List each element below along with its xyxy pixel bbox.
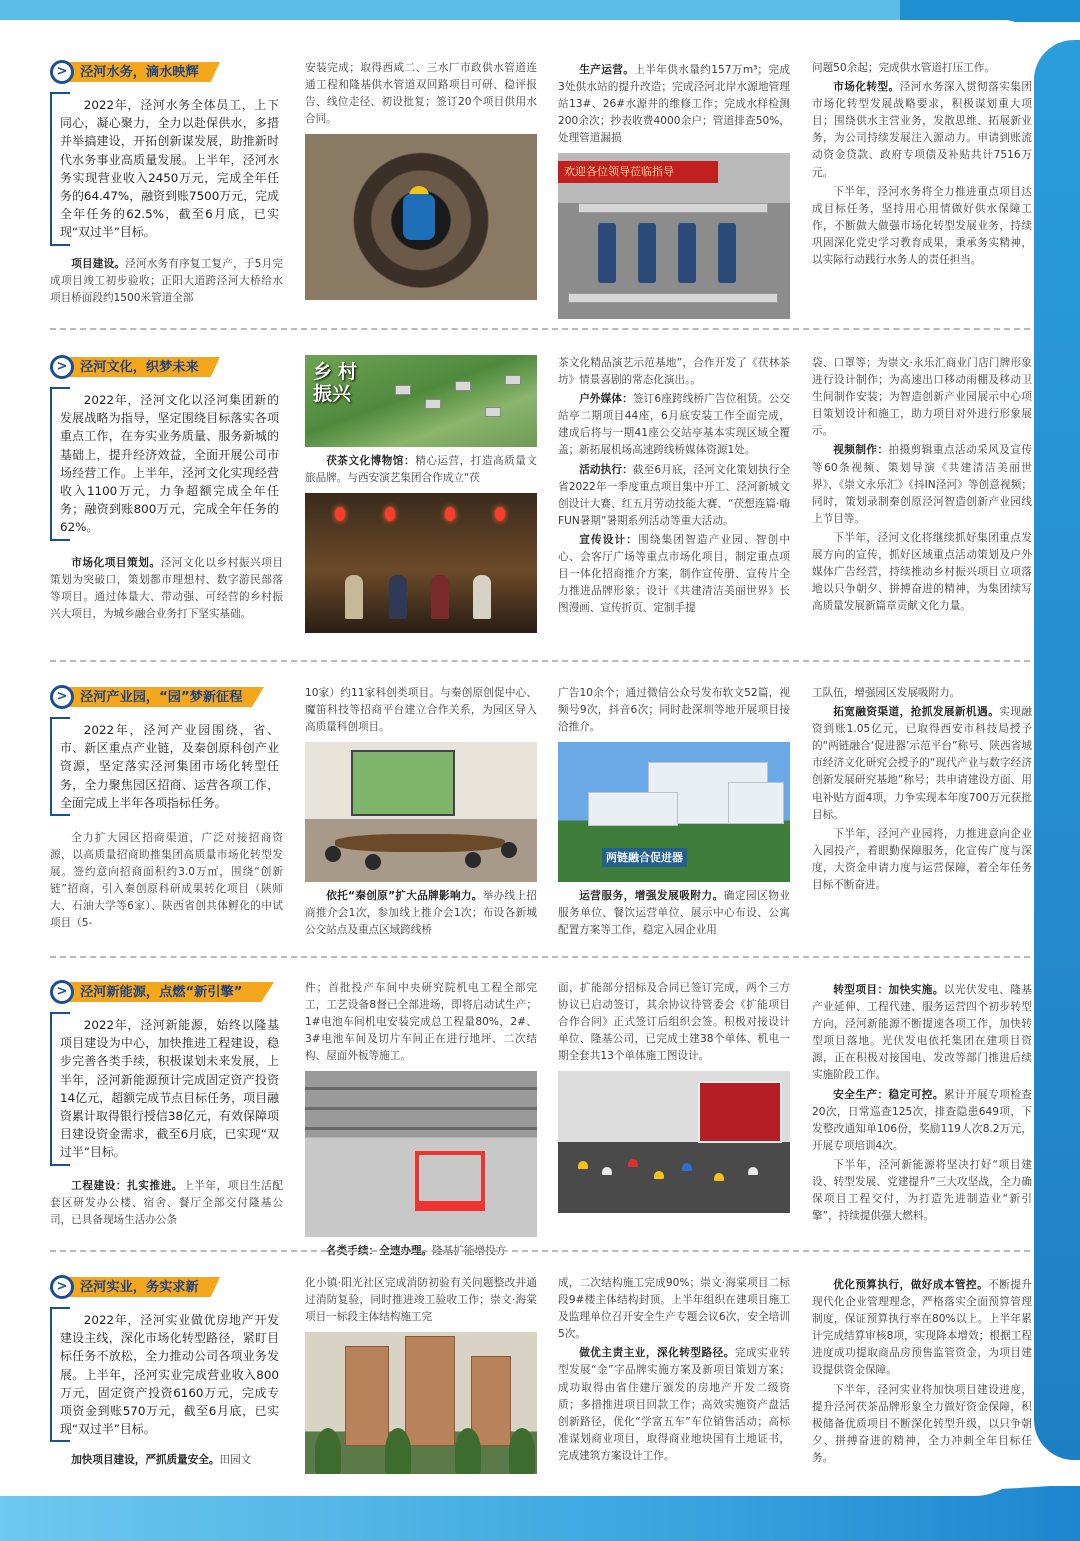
promoter-sign: 两链融合促进器	[602, 848, 687, 867]
intro-text: 2022年，泾河实业做优房地产开发建设主线，深化市场化转型路径，紧盯目标任务不放松，全力推动公司各项业务发展。上半年，泾河实业完成营业收入800万元，固定资产投资6160万元，完成专项资金到账570万元，截至6月底，已实现“双过半”目标。	[60, 1313, 279, 1437]
paragraph	[305, 1243, 537, 1260]
hardhat-shape	[748, 1167, 758, 1175]
lantern-shape	[445, 507, 455, 521]
section-park-col4	[812, 685, 1032, 894]
paragraph	[50, 555, 283, 623]
paragraph-text: 泾河水务有序复工复产，于5月完成项目竣工初步验收；正阳大道跨泾河大桥给水项目桥面段约1500米管道全部	[50, 257, 283, 304]
roof-shape	[395, 385, 411, 395]
paragraph-text: 精心运营，打造高质量文旅品牌。与西安演艺集团合作成立“茯	[305, 455, 538, 485]
pipe-shape	[568, 293, 778, 303]
section-energy-col4	[812, 980, 1032, 1225]
section-industry-col2	[305, 1275, 537, 1480]
roof-shape	[505, 375, 521, 385]
paragraph-text: 上半年供水量约157万m³；完成3处供水站的提升改造；完成泾河北岸水源地管理站13#、26#水源井的维修工作；完成水样检测200余次；抄表收费4000余户；管道排查50%，处理管道漏损	[558, 64, 790, 145]
intro-text: 2022年，泾河文化以泾河集团新的发展战略为指导，坚定围绕目标落实各项重点工作，在夯实业务质量、服务新城的基础上，提升经济效益，全面开展公司市场经营工作。上半年，泾河文化实现经营收入1100万元，力争超额完成全年任务；融资到账800万元，完成全年任务的62%。	[60, 393, 279, 535]
section-energy-title-bar	[50, 980, 283, 1004]
paragraph	[812, 442, 1032, 527]
attendee-shape	[465, 852, 481, 868]
section-divider	[50, 1250, 1030, 1252]
paragraph-text: 泾河水务深入贯彻落实集团市场化转型发展战略要求，积极谋划重大项目；围绕供水主营业务，发散思维、拓展新业务，为公司持续发展注入源动力。申请到账流动资金贷款、政府专项债及补贴共计7516万元。	[812, 81, 1033, 179]
paragraph-lead: 项目建设。	[71, 257, 126, 270]
paragraph	[50, 256, 283, 307]
paragraph-text: 确定园区物业服务单位、餐饮运营单位、展示中心布设、公寓配置方案等工作，稳定入园企业用	[558, 890, 791, 937]
attendee-shape	[325, 846, 341, 862]
photo-stage-performance	[305, 493, 537, 633]
paragraph-text: 下半年，泾河水务将全力推进重点项目达成目标任务，坚持用心用情做好供水保障工作，不断做大做强市场化转型发展业务，持续巩固深化党史学习教育成果，秉承务实精神，以实际行动践行水务人的责任担当。	[812, 185, 1032, 267]
paragraph-text: 下半年，泾河产业园将，力推进意向企业入园投产，着眼勤保障服务，化宣传广度与深度，大资金申请力度与运营保障，着全年任务目标不断奋进。	[812, 827, 1032, 892]
section-culture-col3	[558, 355, 790, 617]
photo-village-aerial	[305, 355, 537, 447]
section-culture-title-bar	[50, 355, 283, 379]
paragraph	[305, 453, 537, 487]
lantern-shape	[495, 507, 505, 521]
hardhat-shape	[714, 1173, 724, 1181]
section-industry-title-bar	[50, 1275, 283, 1299]
section-park-title-bar	[50, 685, 283, 709]
paragraph-lead: 生产运营。	[579, 64, 635, 76]
paragraph-text: 工队伍，增强园区发展吸附力。	[812, 687, 961, 699]
tank-shape	[638, 223, 656, 283]
paragraph-text: 下半年，泾河实业将加快项目建设进度，提升泾河茯茶品牌形象全力做好资金保障，积极储备优质项目不断深化转型升级，以只争朝夕、拼搏奋进的精神，全力冲刺全年目标任务。	[812, 1383, 1032, 1464]
section-divider	[50, 660, 1030, 662]
tank-shape	[678, 223, 696, 283]
roof-beam	[305, 1087, 537, 1090]
section-divider	[50, 956, 1030, 958]
paragraph	[305, 888, 537, 939]
photo-pump-room	[558, 153, 790, 319]
paragraph-text: 全力扩大园区招商渠道，广泛对接招商资源，以高质量招商助推集团高质量市场化转型发展。签约意向招商面积约3.0万㎡，围绕“创新链”招商，引入秦创原科研成果转化项目（陕师大、石油大学等6家）、陕西省创共体孵化的中试项目（5-	[50, 832, 283, 930]
section-water-col1	[50, 60, 283, 307]
section-title: 泾河实业，务实求新	[80, 1280, 199, 1295]
section-title: 泾河新能源，点燃“新引擎”	[80, 985, 243, 1000]
chevron-circle-icon: >	[50, 980, 74, 1004]
paragraph-lead: 户外媒体：	[579, 393, 633, 406]
paragraph-lead: 茯茶文化博物馆：	[326, 455, 416, 467]
paragraph	[812, 1087, 1032, 1155]
section-park-col3	[558, 685, 790, 940]
meeting-table	[335, 834, 505, 852]
section-energy-col3	[558, 980, 790, 1219]
hardhat-shape	[682, 1163, 692, 1171]
photo-well-worker	[305, 134, 537, 300]
performer-shape	[345, 575, 363, 619]
welcome-banner: 欢迎各位领导莅临指导	[558, 161, 718, 183]
paragraph	[558, 62, 790, 147]
tower-shape	[405, 1336, 455, 1446]
roof-shape	[455, 381, 471, 391]
section-intro	[50, 92, 283, 246]
paragraph-text: 田园文	[219, 1454, 252, 1467]
paragraph	[558, 532, 790, 617]
paragraph-text: 累计开展专项检查20次，日常巡查125次，排查隐患649项，下发整改通知单106份，奖励119人次8.2万元，开展专项培训4次。	[812, 1088, 1033, 1152]
tree-shape	[385, 1428, 411, 1474]
section-industry-col3	[558, 1275, 790, 1465]
paragraph-text: 广告10余个；通过微信公众号发布软文52篇，视频号9次，抖音6次；同时赴深圳等地开展项目接洽推介。	[558, 687, 790, 734]
pipe-shape	[578, 203, 768, 213]
performer-shape	[389, 575, 407, 619]
paragraph	[812, 704, 1032, 824]
roof-shape	[485, 407, 501, 417]
section-culture	[50, 355, 1035, 645]
chevron-circle-icon: >	[50, 1275, 74, 1299]
paragraph	[812, 79, 1032, 182]
section-title: 泾河水务，滴水映辉	[80, 65, 199, 80]
paragraph-lead: 工程建设：扎实推进。	[71, 1179, 183, 1192]
paragraph	[50, 1178, 283, 1229]
top-color-bar	[0, 0, 1080, 22]
paragraph-lead: 安全生产：稳定可控。	[833, 1088, 944, 1101]
attendee-shape	[365, 854, 381, 870]
intro-bracket	[50, 244, 70, 246]
paragraph-lead: 市场化转型。	[833, 81, 900, 94]
paragraph-text: 不断提升现代化企业管理理念，严格落实全面预算管理制度，保证预算执行率在80%以上。上半年累计完成结算审核8项，实现降本增效；根据工程进度成功提取商品房预售监管资金，为项目建设提供资金保障。	[812, 1279, 1033, 1377]
section-intro	[50, 1307, 283, 1442]
tree-shape	[455, 1428, 481, 1474]
paragraph-text: 围绕集团智造产业园、智创中心、会客厅广场等重点市场化项目，制定重点项目一体化招商推介方案，制作宣传册、宣传片全力推进品牌形象；设计《共建清洁美丽世界》长图漫画、宣传折页、定制手提	[558, 533, 791, 615]
paragraph-text: 以光伏发电、隆基产业延伸、工程代建、服务运营四个初步转型方向，泾河新能源不断提速各项工作，加快转型项目落地。光伏发电依托集团在建项目资源，正在积极对接国电、发改等部门推进后续实施阶段工作。	[812, 984, 1033, 1082]
paragraph-text: 拍摄剪辑重点活动采风及宣传等60条视频、策划导演《共建清洁美丽世界》、《崇文永乐汇》《抖IN泾河》等创意视频；同时，策划录制秦创原泾河智造创新产业园线上节目等。	[812, 444, 1032, 525]
intro-bracket	[50, 814, 70, 816]
paragraph	[558, 1345, 790, 1465]
hardhat-shape	[602, 1167, 612, 1175]
hardhat-shape	[654, 1171, 664, 1179]
section-park-col1	[50, 685, 283, 933]
tank-shape	[718, 223, 736, 283]
paragraph-lead: 活动执行：	[579, 463, 633, 476]
paragraph-text: 隆基扩能增投方	[432, 1245, 507, 1258]
paragraph-text: 问题50余起；完成供水管道打压工作。	[812, 62, 995, 74]
paragraph-text: 上半年，项目生活配套区研发办公楼、宿舍、餐厅全部交付隆基公司，已具备现场生活办公条	[50, 1179, 284, 1226]
presentation-screen	[351, 750, 455, 816]
intro-bracket	[50, 539, 70, 541]
side-decor-band	[1034, 40, 1080, 1460]
hardhat-shape	[578, 1161, 588, 1169]
roof-beam	[305, 1127, 537, 1130]
lantern-shape	[385, 507, 395, 521]
paragraph-text: 茶文化精品演艺示范基地”，合作开发了《茯林茶坊》情景喜剧的常态化演出。。	[558, 357, 790, 387]
tower-shape	[345, 1346, 389, 1446]
paragraph-text: 下半年，泾河文化将继续抓好集团重点发展方向的宣传，抓好区域重点活动策划及户外媒体广告经营，持续推动乡村振兴项目立项落地以只争朝夕、拼搏奋进的精神，为集团续写高质量发展新篇章贡献文化力量。	[812, 531, 1032, 613]
worker-shape	[403, 194, 435, 240]
section-culture-col2	[305, 355, 537, 639]
paragraph-text: 件；首批投产车间中央研究院机电工程全部完工，工艺设备8督已全部进场，即将启动试生产；1#电池车间机电安装完成总工程量80%，2#、3#电池车间及切片车间正在进行地坪、二次结构、屋面外板等施工。	[305, 982, 537, 1063]
paragraph-lead: 做优主责主业，深化转型路径。	[579, 1347, 735, 1360]
section-divider	[50, 328, 1030, 330]
section-water-col4	[812, 60, 1032, 269]
paragraph-text: 安装完成；取得西咸二、三水厂市政供水管道连通工程和隆基供水管道双回路项目可研、稳评报告、线位走径、初设批复；签订20个项目供用水合同。	[305, 62, 537, 126]
paragraph-text: 实现融资到账1.05亿元，已取得西安市科技局授予的“两链融合‘促进器’示范平台”称号、陕西省城市经济文化研究会授予的“现代产业与数字经济创新发展研究基地”称号；共申请建设方面、用电补贴方面4项，力争实现本年度700万元获批目标。	[812, 706, 1033, 821]
attendee-shape	[501, 842, 517, 858]
section-culture-col1	[50, 355, 283, 623]
section-intro	[50, 1012, 283, 1166]
scissor-lift-shape	[415, 1151, 485, 1211]
lantern-shape	[335, 507, 345, 521]
section-water-col3	[558, 60, 790, 325]
paragraph-lead: 加快项目建设，严抓质量安全。	[71, 1454, 220, 1467]
section-water	[50, 60, 1035, 310]
photo-factory-interior	[305, 1071, 537, 1237]
intro-text: 2022年，泾河产业园围绕，省、市、新区重点产业链，及秦创原科创产业资源，坚定落实泾河集团市场化转型任务，全力聚焦园区招商、运营各项工作，全面完成上半年各项指标任务。	[60, 723, 279, 810]
section-industry-col4	[812, 1275, 1032, 1467]
paragraph	[50, 1452, 283, 1469]
intro-bracket	[50, 1164, 70, 1166]
intro-bracket	[50, 1440, 70, 1442]
roof-beam	[305, 1107, 537, 1110]
section-intro	[50, 387, 283, 541]
paragraph-lead: 拓宽融资渠道，抢抓发展新机遇。	[833, 706, 1000, 719]
tree-shape	[315, 1428, 341, 1474]
chevron-circle-icon: >	[50, 685, 74, 709]
section-intro	[50, 717, 283, 816]
section-park-col2	[305, 685, 537, 940]
paragraph-lead: 运营服务，增强发展吸附力。	[579, 890, 724, 903]
performer-shape	[473, 575, 491, 619]
paragraph-text: 签订6座跨线桥广告位租赁。公交站亭二期项目44座，6月底安装工作全面完成，建成后将与一期41座公交站亭基本实现区域全覆盖；新拓展机场高速跨线桥媒体资源1处。	[558, 393, 790, 457]
paragraph-text: 10家）约11家科创类项目。与秦创原创促中心、魔笛科技等招商平台建立合作关系，为园区导入高质量科创项目。	[305, 687, 537, 734]
tank-shape	[598, 223, 616, 283]
paragraph-lead: 视频制作：	[833, 444, 889, 457]
paragraph-text: 成，二次结构施工完成90%；崇文·海棠项目二标段9#楼主体结构封顶。上半年组织在建项目施工及监理单位召开安全生产专题会议6次，安全培训5次。	[558, 1277, 790, 1341]
building-block	[728, 782, 784, 824]
chevron-circle-icon: >	[50, 355, 74, 379]
section-water-title-bar	[50, 60, 283, 84]
section-title: 泾河产业园，“园”梦新征程	[80, 690, 243, 705]
paragraph-text: 化小镇·阳光社区完成消防初验有关问题整改并通过消防复验，同时推进竣工验收工作；崇文·海棠项目一标段主体结构施工完	[305, 1277, 537, 1324]
paragraph-lead: 各类手续：全速办理。	[326, 1245, 433, 1258]
paragraph-text: 面，扩能部分招标及合同已签订完成，两个三方协议已启动签订，其余协议待管委会《扩能项目合作合同》正式签订后组织会签。积极对接设计单位、隆基公司，已完成土建38个单体、机电一期全套共13个单体施工图设计。	[558, 982, 790, 1063]
chevron-circle-icon: >	[50, 60, 74, 84]
paragraph-text: 袋、口罩等；为崇文·永乐汇商业门店门牌形象进行设计制作；为高速出口移动雨棚及移动卫生间制作安装；为智造创新产业园展示中心项目策划设计和施工，助力项目对外进行形象展示。	[812, 357, 1032, 438]
paragraph-lead: 优化预算执行，做好成本管控。	[833, 1279, 989, 1291]
roof-shape	[425, 399, 441, 409]
paragraph-text: 泾河文化以乡村振兴项目策划为突破口，策划都市理想村、数字游民部落等项目。通过体量大、带动强、可经营的乡村振兴大项目，为城乡融合业务打下坚实基础。	[50, 556, 284, 620]
paragraph-lead: 依托“秦创原”扩大品牌影响力。	[326, 890, 483, 903]
paragraph-text: 截至6月底，泾河文化策划执行全省2022年一季度重点项目集中开工、泾河新城文创设计大赛、红五月劳动技能大赛、“茯想连篇·嗨FUN暑期”暑期系列活动等重大活动。	[558, 463, 790, 527]
paragraph-text: 举办线上招商推介会1次，参加线上推介会1次；布设各新城公交站点及重点区域跨线桥	[305, 890, 537, 937]
paragraph	[812, 982, 1032, 1085]
section-energy-col1	[50, 980, 283, 1229]
paragraph-lead: 宣传设计：	[579, 533, 639, 546]
section-energy-col2	[305, 980, 537, 1261]
section-industry	[50, 1275, 1035, 1485]
photo-park-building	[558, 742, 790, 882]
photo-residential-towers	[305, 1332, 537, 1474]
paragraph-text: 下半年，泾河新能源将坚决打好“项目建设、转型发展、党建提升”三大攻坚战，全力确保项目工程交付，为打造先进制造业“新引擎”，持续提供强大燃料。	[812, 1158, 1032, 1223]
tower-shape	[471, 1356, 511, 1446]
paragraph-text: 完成实业转型发展“金”字品牌实施方案及新项目策划方案；成功取得由省住建厅颁发的房地产开发二级资质；多措推进项目回款工作；高效实施资产盘活创新路径，优化“学富五车”车位销售活动；高标准谋划商业项目，取得商业地块国有土地证书，完成建筑方案设计工作。	[558, 1347, 791, 1462]
section-title: 泾河文化，织梦未来	[80, 360, 199, 375]
photo-safety-rally	[558, 1071, 790, 1213]
paragraph-lead: 转型项目：加快实施。	[833, 984, 944, 996]
hardhat-shape	[628, 1159, 638, 1167]
section-culture-col4	[812, 355, 1032, 615]
rural-revitalization-logo: 乡村振兴	[313, 361, 357, 405]
section-industrial-park	[50, 685, 1035, 945]
section-new-energy	[50, 980, 1035, 1258]
red-display-board	[698, 1081, 782, 1143]
paragraph-lead: 市场化项目策划。	[71, 556, 161, 569]
intro-text: 2022年，泾河新能源，始终以隆基项目建设为中心，加快推进工程建设，稳步完善各类手续，积极谋划未来发展，上半年，泾河新能源预计完成固定资产投资14亿元，超额完成节点目标任务，项目融资累计取得银行授信38亿元，有效保障项目建设资金需求，截至6月底，已实现“双过半”目标。	[60, 1018, 279, 1160]
performer-shape	[431, 575, 449, 619]
photo-investment-meeting	[305, 742, 537, 882]
paragraph	[558, 462, 790, 530]
intro-text: 2022年，泾河水务全体员工，上下同心，凝心聚力，全力以赴保供水，多措并举搞建设，开拓创新谋发展，助推新时代水务事业高质量发展。上半年，泾河水务实现营业收入2450万元，完成全年任务的64.47%，融资到账7500万元，完成全年任务的62.5%，截至6月底，已实现“双过半”目标。	[60, 98, 279, 240]
tree-shape	[509, 1428, 535, 1474]
section-industry-col1	[50, 1275, 283, 1470]
building-block	[588, 792, 678, 826]
paragraph	[812, 1277, 1032, 1380]
section-water-col2	[305, 60, 537, 306]
paragraph	[558, 391, 790, 459]
paragraph	[558, 888, 790, 939]
